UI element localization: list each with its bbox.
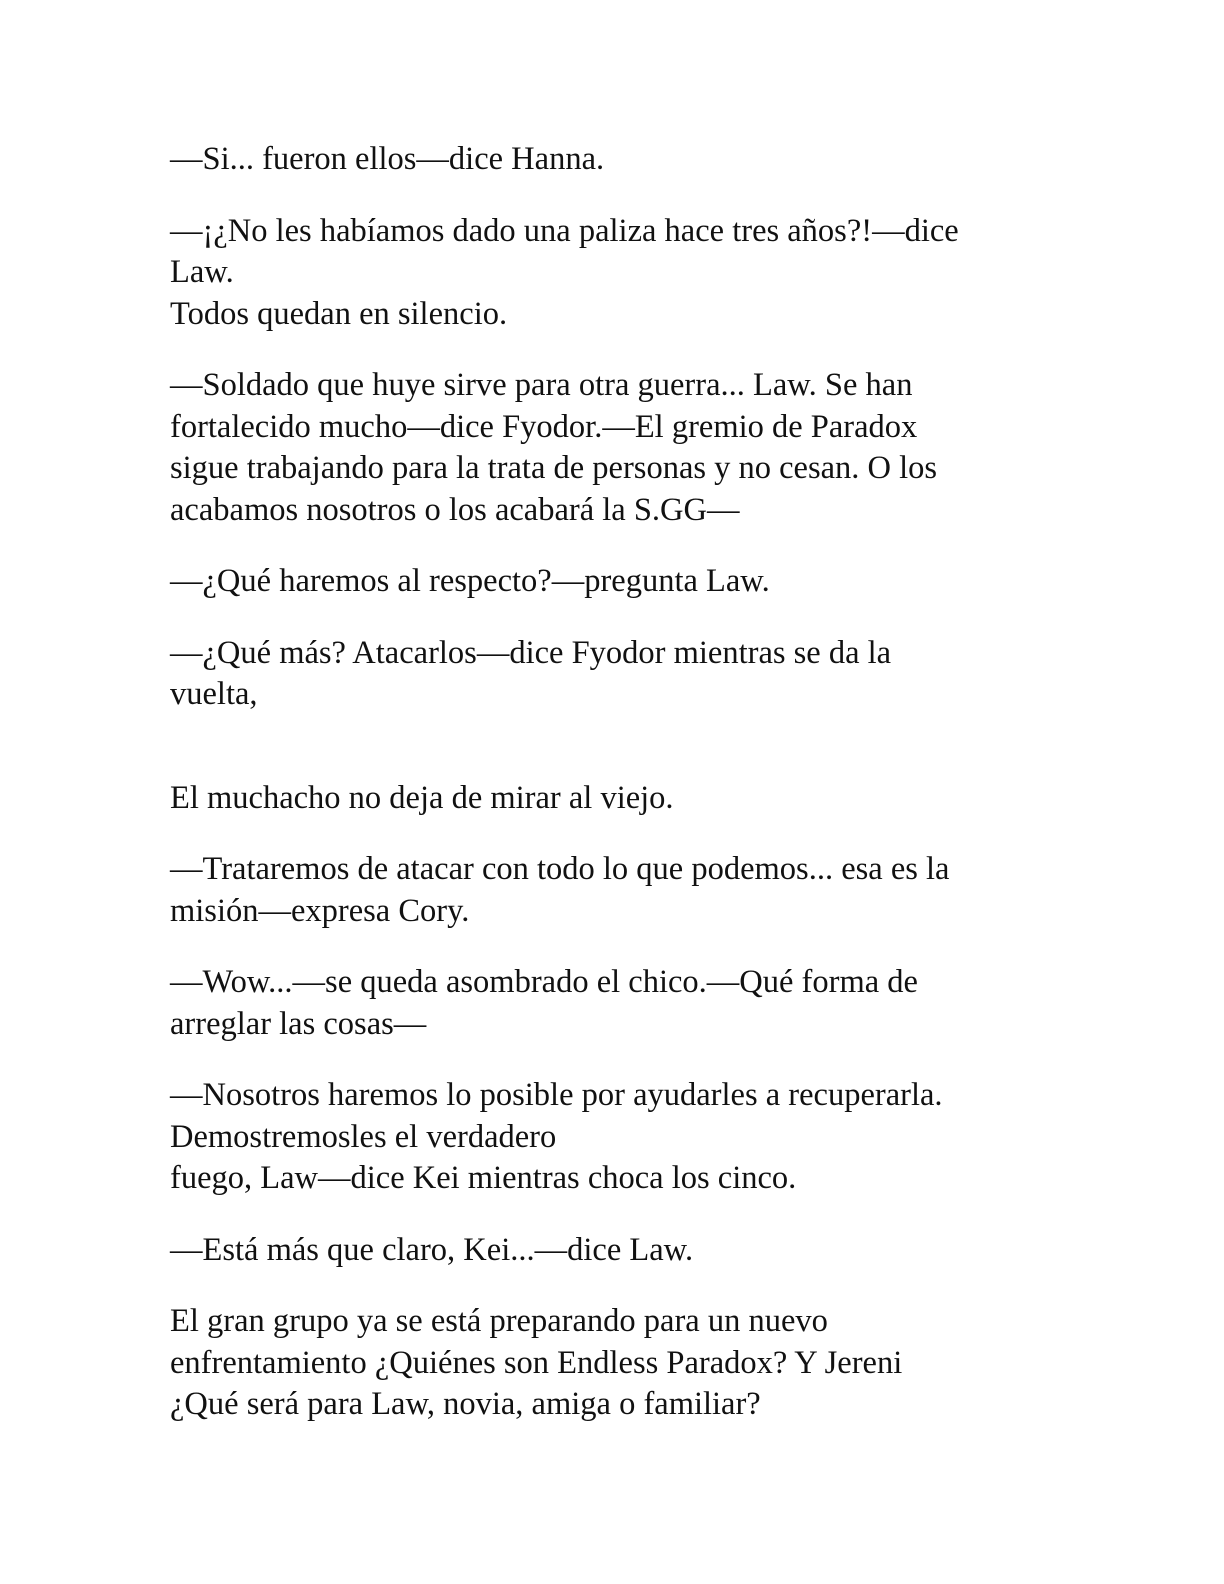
text-line: —¡¿No les habíamos dado una paliza hace tres años?!—dice — [170, 212, 959, 249]
text-line: —¿Qué haremos al respecto?—pregunta Law. — [170, 563, 770, 599]
text-line: arreglar las cosas— — [170, 1005, 427, 1042]
text-line: fortalecido mucho—dice Fyodor.—El gremio de Paradox — [170, 408, 918, 445]
paragraph — [170, 962, 1070, 1045]
text-line: —Wow...—se queda asombrado el chico.—Qué forma de — [170, 964, 918, 1000]
text-line: fuego, Law—dice Kei mientras choca los cinco. — [170, 1160, 797, 1196]
text-line: vuelta, — [170, 676, 258, 712]
paragraph — [170, 139, 1070, 181]
paragraph — [170, 633, 1070, 716]
text-line: El gran grupo ya se está preparando para un nuevo — [170, 1303, 828, 1339]
text-line: misión—expresa Cory. — [170, 892, 470, 929]
paragraph — [170, 778, 1070, 820]
text-line: sigue trabajando para la trata de personas y no cesan. O los — [170, 450, 938, 486]
body-text — [170, 139, 1070, 1456]
paragraph — [170, 211, 1070, 336]
paragraph — [170, 365, 1070, 531]
text-line: —Soldado que huye sirve para otra guerra... Law. Se han — [170, 367, 913, 403]
text-line: —Trataremos de atacar con todo lo que podemos... esa es la — [170, 851, 950, 887]
text-line: enfrentamiento ¿Quiénes son Endless Paradox? Y Jereni — [170, 1344, 903, 1381]
text-line: —¿Qué más? Atacarlos—dice Fyodor mientras se da la — [170, 634, 892, 671]
text-line: acabamos nosotros o los acabará la S.GG— — [170, 491, 740, 528]
text-line: Law. — [170, 254, 234, 290]
text-line: ¿Qué será para Law, novia, amiga o familiar? — [170, 1386, 761, 1422]
text-line: Demostremosles el verdadero — [170, 1118, 557, 1155]
paragraph — [170, 1230, 1070, 1272]
paragraph — [170, 561, 1070, 603]
text-line: El muchacho no deja de mirar al viejo. — [170, 779, 674, 816]
text-line: Todos quedan en silencio. — [170, 295, 508, 332]
text-line: —Si... fueron ellos—dice Hanna. — [170, 141, 605, 177]
paragraph — [170, 1075, 1070, 1200]
text-line: —Está más que claro, Kei...—dice Law. — [170, 1231, 694, 1268]
paragraph — [170, 849, 1070, 932]
paragraph — [170, 1301, 1070, 1426]
text-line: —Nosotros haremos lo posible por ayudarles a recuperarla. — [170, 1077, 943, 1113]
